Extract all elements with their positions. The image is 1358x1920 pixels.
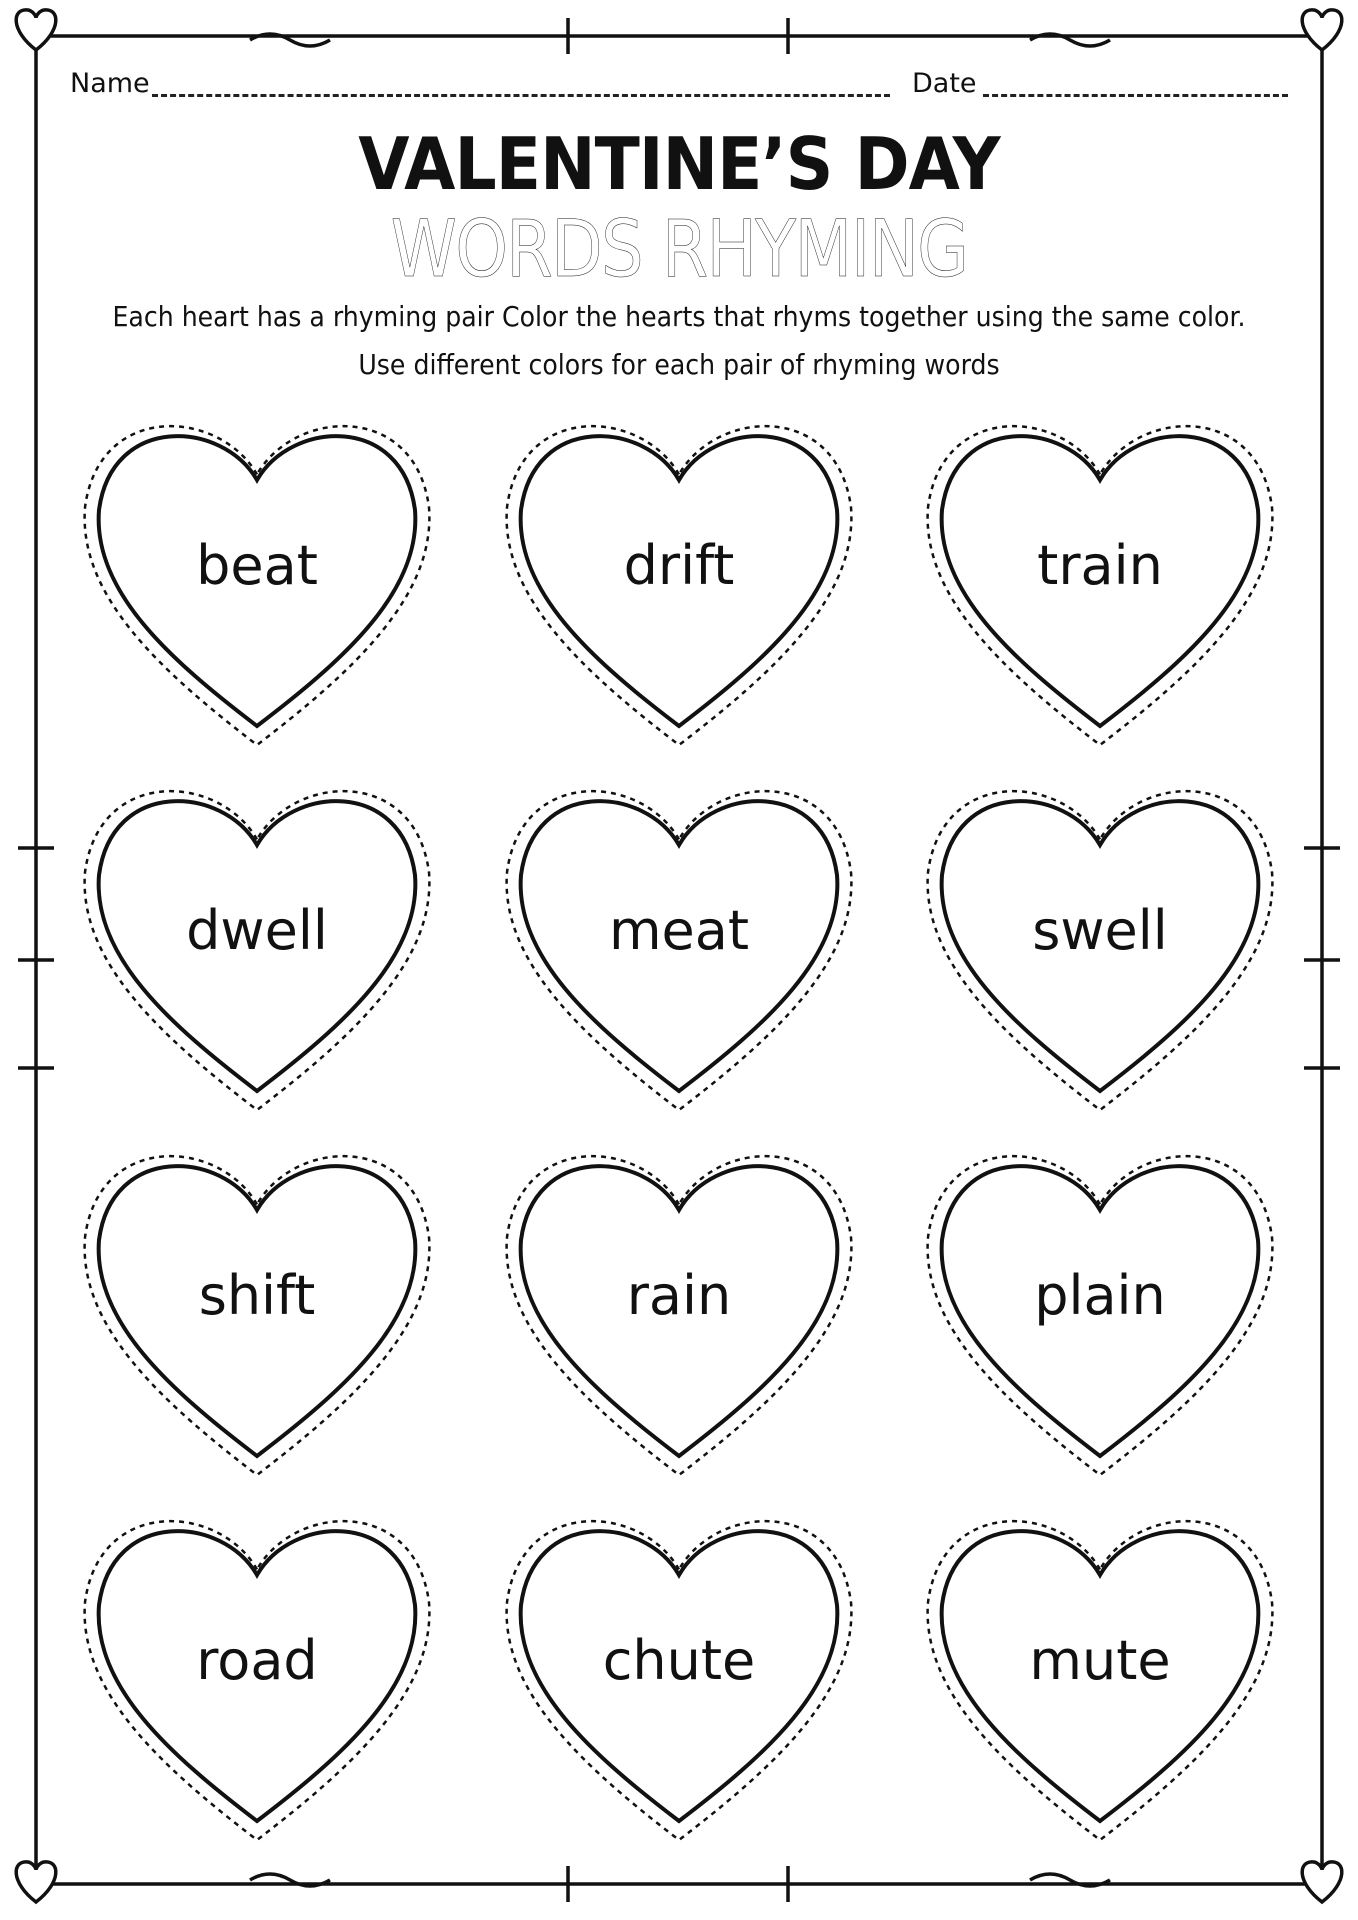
heart-dwell[interactable] — [85, 791, 430, 1110]
heart-word: meat — [608, 899, 750, 962]
heart-swell[interactable] — [928, 791, 1273, 1110]
heart-shift[interactable] — [85, 1156, 430, 1475]
heart-road[interactable] — [85, 1521, 430, 1840]
heart-word: plain — [1034, 1264, 1166, 1327]
heart-chute[interactable] — [507, 1521, 852, 1840]
heart-rain[interactable] — [507, 1156, 852, 1475]
heart-beat[interactable] — [85, 426, 430, 745]
instructions-line-1: Each heart has a rhyming pair Color the hearts that rhyms together using the same color. — [112, 300, 1246, 333]
name-label: Name — [70, 68, 150, 99]
page-subtitle: WORDS RHYMING — [390, 205, 968, 295]
heart-word: dwell — [186, 899, 328, 962]
heart-plain[interactable] — [928, 1156, 1273, 1475]
heart-meat[interactable] — [507, 791, 852, 1110]
heart-word: shift — [198, 1264, 316, 1327]
heart-word: drift — [623, 534, 735, 597]
heart-word: beat — [196, 534, 318, 597]
heart-mute[interactable] — [928, 1521, 1273, 1840]
date-label: Date — [912, 68, 977, 99]
heart-word: road — [196, 1629, 318, 1692]
heart-train[interactable] — [928, 426, 1273, 745]
heart-word: swell — [1032, 899, 1168, 962]
heart-word: mute — [1029, 1629, 1171, 1692]
heart-word: chute — [602, 1629, 756, 1692]
page-title: VALENTINE’S DAY — [358, 122, 1000, 206]
heart-word: train — [1037, 534, 1163, 597]
heart-word: rain — [626, 1264, 732, 1327]
heart-drift[interactable] — [507, 426, 852, 745]
instructions-line-2: Use different colors for each pair of rhyming words — [358, 348, 1000, 381]
